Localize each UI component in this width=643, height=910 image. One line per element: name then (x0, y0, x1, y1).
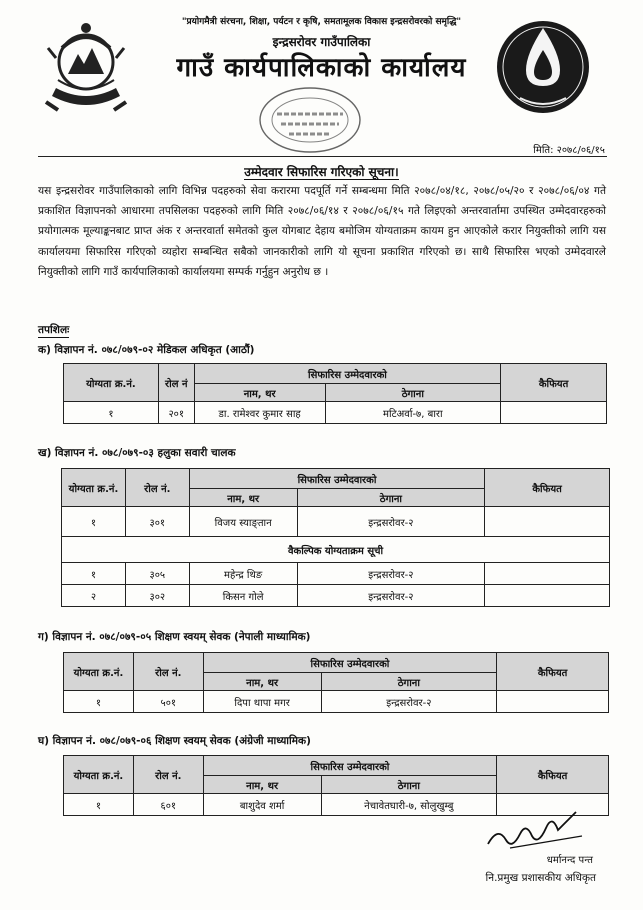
header-recommended: सिफारिस उम्मेदवारको (203, 653, 496, 673)
table-row (62, 563, 610, 585)
header-merit: योग्यता क्र.नं. (64, 756, 134, 794)
section-a-title: क) विज्ञापन नं. ०७८/०७९-०२ मेडिकल अधिकृत (आठौं) (38, 344, 255, 356)
cell-name: डा. रामेश्वर कुमार साह (194, 402, 325, 424)
cell-address: मटिअर्वा-७, बारा (325, 402, 501, 424)
header-name: नाम, थर (203, 776, 321, 794)
cell-remarks (485, 563, 610, 585)
header-name: नाम, थर (189, 489, 297, 507)
alternate-list-title: वैकल्पिक योग्यताक्रम सूची (62, 537, 610, 563)
cell-roll: २०१ (158, 402, 194, 424)
cell-remarks (485, 507, 610, 537)
header-name: नाम, थर (203, 673, 321, 691)
cell-remarks (501, 402, 607, 424)
cell-merit: १ (62, 507, 126, 537)
table-row (62, 585, 610, 607)
section-b-table (61, 468, 610, 607)
cell-remarks (485, 585, 610, 607)
details-label: तपशिलः (38, 324, 70, 336)
table-row (64, 691, 609, 713)
cell-merit: १ (64, 794, 134, 816)
header-roll: रोल नं. (133, 756, 203, 794)
header-roll: रोल नं (158, 364, 194, 402)
header-address: ठेगाना (321, 776, 497, 794)
cell-roll: ६०१ (133, 794, 203, 816)
header-recommended: सिफारिस उम्मेदवारको (203, 756, 496, 776)
cell-address: इन्द्रसरोवर-२ (297, 563, 485, 585)
header-name: नाम, थर (194, 384, 325, 402)
header-divider (38, 156, 607, 157)
cell-name: दिपा थापा मगर (203, 691, 321, 713)
cell-roll: ३०१ (125, 507, 189, 537)
cell-name: बाशुदेव शर्मा (203, 794, 321, 816)
cell-address: इन्द्रसरोवर-२ (321, 691, 497, 713)
header-remarks: कैफियत (497, 653, 609, 691)
table-row (64, 402, 607, 424)
header-roll: रोल नं. (125, 469, 189, 507)
cell-merit: २ (62, 585, 126, 607)
cell-remarks (497, 691, 609, 713)
office-stamp-icon (255, 84, 365, 156)
cell-merit: १ (64, 402, 159, 424)
cell-roll: ३०५ (125, 563, 189, 585)
table-row (62, 507, 610, 537)
cell-name: किसन गोले (189, 585, 297, 607)
header-address: ठेगाना (325, 384, 501, 402)
office-title: गाउँ कार्यपालिकाको कार्यालय (176, 53, 467, 83)
header-address: ठेगाना (321, 673, 497, 691)
notice-date: मिति: २०७८/०६/१५ (533, 145, 605, 156)
section-c-table (63, 652, 609, 713)
section-c-title: ग) विज्ञापन नं. ०७८/०७९-०५ शिक्षण स्वयम् सेवक (नेपाली माध्यामिक) (38, 631, 311, 643)
cell-roll: ५०१ (133, 691, 203, 713)
signatory-title: नि.प्रमुख प्रशासकीय अधिकृत (485, 872, 596, 884)
notice-title (0, 163, 643, 180)
cell-address: इन्द्रसरोवर-२ (297, 507, 485, 537)
section-a-table (63, 363, 607, 424)
header-merit: योग्यता क्र.नं. (64, 364, 159, 402)
cell-name: महेन्द्र थिङ (189, 563, 297, 585)
cell-address: इन्द्रसरोवर-२ (297, 585, 485, 607)
municipality-name: इन्द्रसरोवर गाउँपालिका (272, 35, 371, 49)
cell-roll: ३०२ (125, 585, 189, 607)
header-remarks: कैफियत (497, 756, 609, 794)
notice-title-text: उम्मेदवार सिफारिस गरिएको सूचना। (244, 165, 399, 179)
signature-icon (480, 806, 590, 854)
signatory-name: धर्मानन्द पन्त (546, 855, 593, 866)
header-merit: योग्यता क्र.नं. (62, 469, 126, 507)
header-merit: योग्यता क्र.नं. (64, 653, 134, 691)
header-recommended: सिफारिस उम्मेदवारको (194, 364, 500, 384)
notice-body: यस इन्द्रसरोवर गाउँपालिकाको लागि विभिन्न पदहरुको सेवा करारमा पदपूर्ति गर्ने सम्बन्धमा मिति २०७८/०४/१८, २०७८/०५/२० र २०७८/०६/०४ गते प्रकाशित विज्ञापनको आधारमा तपसिलका पदहरुको लागि मिति २०७८/०६/१४ र २०७८/०६/१५ गते लिइएको अन्तरवार्तामा उपस्थित उम्मेदवारहरुको प्रयोगात्मक मूल्याङ्कनबाट प्राप्त अंक र अन्तरवार्ता समेतको कुल योगबाट देहाय बमोजिम योग्यताक्रम कायम हुन आएकोले करार नियुक्तीको लागि यस कार्यालयमा सिफारिस गरिएको व्यहोरा सम्बन्धित सबैको जानकारीको लागि यो सूचना प्रकाशित गरिएको छ। साथै सिफारिस भएको उम्मेदवारले नियुक्तीको लागि गाउँ कार्यपालिकाको कार्यालयमा सम्पर्क गर्नुहुन अनुरोध छ । (38, 185, 606, 278)
header-address: ठेगाना (297, 489, 485, 507)
header-remarks: कैफियत (485, 469, 610, 507)
motto: "प्रयोगमैत्री संरचना, शिक्षा, पर्यटन र कृषि, समतामूलक विकास इन्द्रसरोवरको समृद्धि" (181, 17, 462, 27)
header-recommended: सिफारिस उम्मेदवारको (189, 469, 484, 489)
cell-merit: १ (62, 563, 126, 585)
section-d-title: घ) विज्ञापन नं. ०७८/०७९-०६ शिक्षण स्वयम् सेवक (अंग्रेजी माध्यामिक) (38, 735, 311, 747)
cell-merit: १ (64, 691, 134, 713)
header-remarks: कैफियत (501, 364, 607, 402)
cell-name: विजय स्याङ्तान (189, 507, 297, 537)
section-b-title: ख) विज्ञापन नं. ०७८/०७९-०३ हलुका सवारी चालक (38, 447, 236, 459)
header-roll: रोल नं. (133, 653, 203, 691)
cell-address: नेचावेतघारी-७, सोलुखुम्बु (321, 794, 497, 816)
